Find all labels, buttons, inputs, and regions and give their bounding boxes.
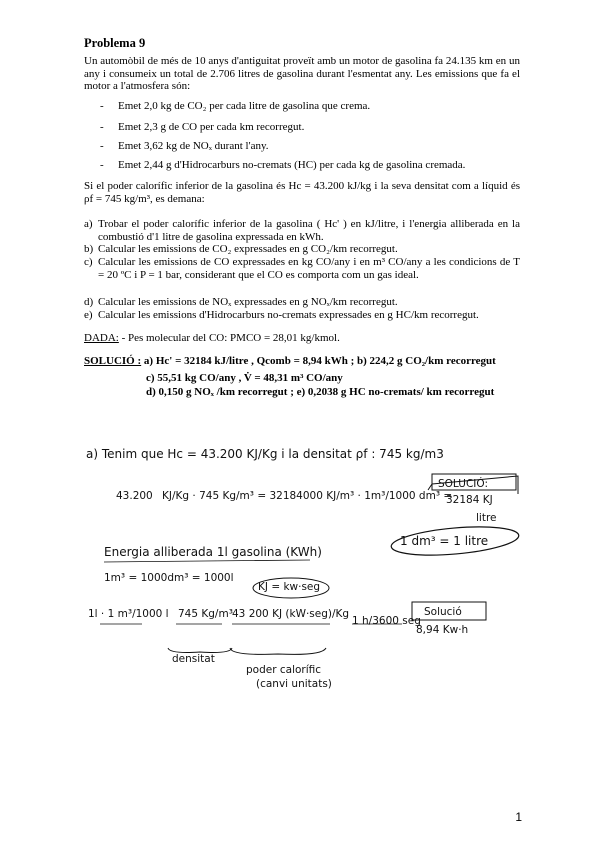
question-label: a) xyxy=(84,218,93,230)
solution-label: SOLUCIÓ : xyxy=(84,355,142,367)
hw-kj-note: KJ = kw·seg xyxy=(258,581,321,593)
bullet-item: - Emet 2,0 kg de CO₂ per cada litre de gasolina que crema. xyxy=(100,100,371,112)
solution-line: c) 55,51 kg CO/any , V̇ = 48,31 m³ CO/any xyxy=(146,372,343,384)
data-text: - Pes molecular del CO: PMCO = 28,01 kg/kmol. xyxy=(121,332,340,344)
hw-box1-title: SOLUCIÓ: xyxy=(438,478,488,490)
hw-box2-title: Solució xyxy=(424,606,462,618)
question-text: Calcular les emissions de CO₂ expressades en g CO₂/km recorregut. xyxy=(98,243,398,255)
hw-chain-time: 1 h/3600 seg xyxy=(352,615,421,627)
question-label: d) xyxy=(84,296,94,308)
bullet-item: - Emet 2,3 g de CO per cada km recorregut. xyxy=(100,121,305,133)
hw-poder-label: poder calorífic xyxy=(246,664,322,676)
condition-paragraph: Si el poder calorífic inferior de la gasolina és Hc = 43.200 kJ/kg i la seva densitat com a líquid és ρf = 745 kg/m³, es demana: xyxy=(84,180,520,205)
bullet-text: Emet 2,44 g d'Hidrocarburs no-cremats (HC) per cada kg de gasolina cremada. xyxy=(118,159,466,171)
bullet-text: Emet 3,62 kg de NOₓ durant l'any. xyxy=(118,140,269,152)
bullet-item: - Emet 3,62 kg de NOₓ durant l'any. xyxy=(100,140,269,152)
question-label: b) xyxy=(84,243,94,255)
hw-conversion: 1m³ = 1000dm³ = 1000l xyxy=(104,572,234,584)
hw-line-a: a) Tenim que Hc = 43.200 KJ/Kg i la densitat ρf : 745 kg/m3 xyxy=(86,447,444,461)
problem-title: Problema 9 xyxy=(84,36,146,50)
hw-chain-density: 745 Kg/m³ xyxy=(178,608,233,620)
hw-calc1-lhs: 43.200 xyxy=(116,490,153,502)
bullet-text: Emet 2,3 g de CO per cada km recorregut. xyxy=(118,121,305,133)
question-text: Calcular les emissions de CO expressades en kg CO/any i en m³ CO/any a les condicions de T = 20 ºC i P = 1 bar, considerant que el CO es comporta com un gas ideal. xyxy=(98,256,520,281)
question-text: Calcular les emissions de NOₓ expressades en g NOₓ/km recorregut. xyxy=(98,296,398,308)
hw-dm-note: 1 dm³ = 1 litre xyxy=(400,534,489,548)
hw-energy-title: Energia alliberada 1l gasolina (KWh) xyxy=(104,545,322,559)
hw-box1-unit: litre xyxy=(476,512,497,524)
hw-calc1: KJ/Kg · 745 Kg/m³ = 32184000 KJ/m³ · 1m³/1000 dm³ = xyxy=(162,490,453,502)
question-text: Trobar el poder calorífic inferior de la gasolina ( Hc' ) en kJ/litre, i l'energia alliberada en la combustió d'1 litre de gasolina expressada en kWh. xyxy=(98,218,520,243)
hw-box2-value: 8,94 Kw·h xyxy=(416,624,469,636)
question-label: c) xyxy=(84,256,93,268)
question-text: Calcular les emissions d'Hidrocarburs no-cremats expressades en g HC/km recorregut. xyxy=(98,309,479,321)
solution-line: a) Hc' = 32184 kJ/litre , Qcomb = 8,94 kWh ; b) 224,2 g CO₂/km recorregut xyxy=(143,355,496,367)
bullet-item: - Emet 2,44 g d'Hidrocarburs no-cremats (HC) per cada kg de gasolina cremada. xyxy=(100,159,466,171)
data-label: DADA: xyxy=(84,332,119,344)
hw-box1-value: 32184 KJ xyxy=(446,494,493,506)
page-number: 1 xyxy=(515,810,522,824)
bullet-text: Emet 2,0 kg de CO₂ per cada litre de gasolina que crema. xyxy=(118,100,371,112)
intro-paragraph: Un automòbil de més de 10 anys d'antiguitat proveït amb un motor de gasolina fa 24.135 km en un any i consumeix un total de 2.706 litres de gasolina durant l'esmentat any. Les emissions que fa el motor a l'atmosfera són: xyxy=(84,55,520,92)
hw-poder-sub: (canvi unitats) xyxy=(256,678,332,690)
question-label: e) xyxy=(84,309,93,321)
hw-chain-pc: 43 200 KJ (kW·seg)/Kg xyxy=(232,608,350,620)
hw-densitat-label: densitat xyxy=(172,653,215,665)
solution-line: d) 0,150 g NOₓ /km recorregut ; e) 0,2038 g HC no-cremats/ km recorregut xyxy=(146,386,495,398)
hw-chain-start: 1l · 1 m³/1000 l xyxy=(88,608,169,620)
